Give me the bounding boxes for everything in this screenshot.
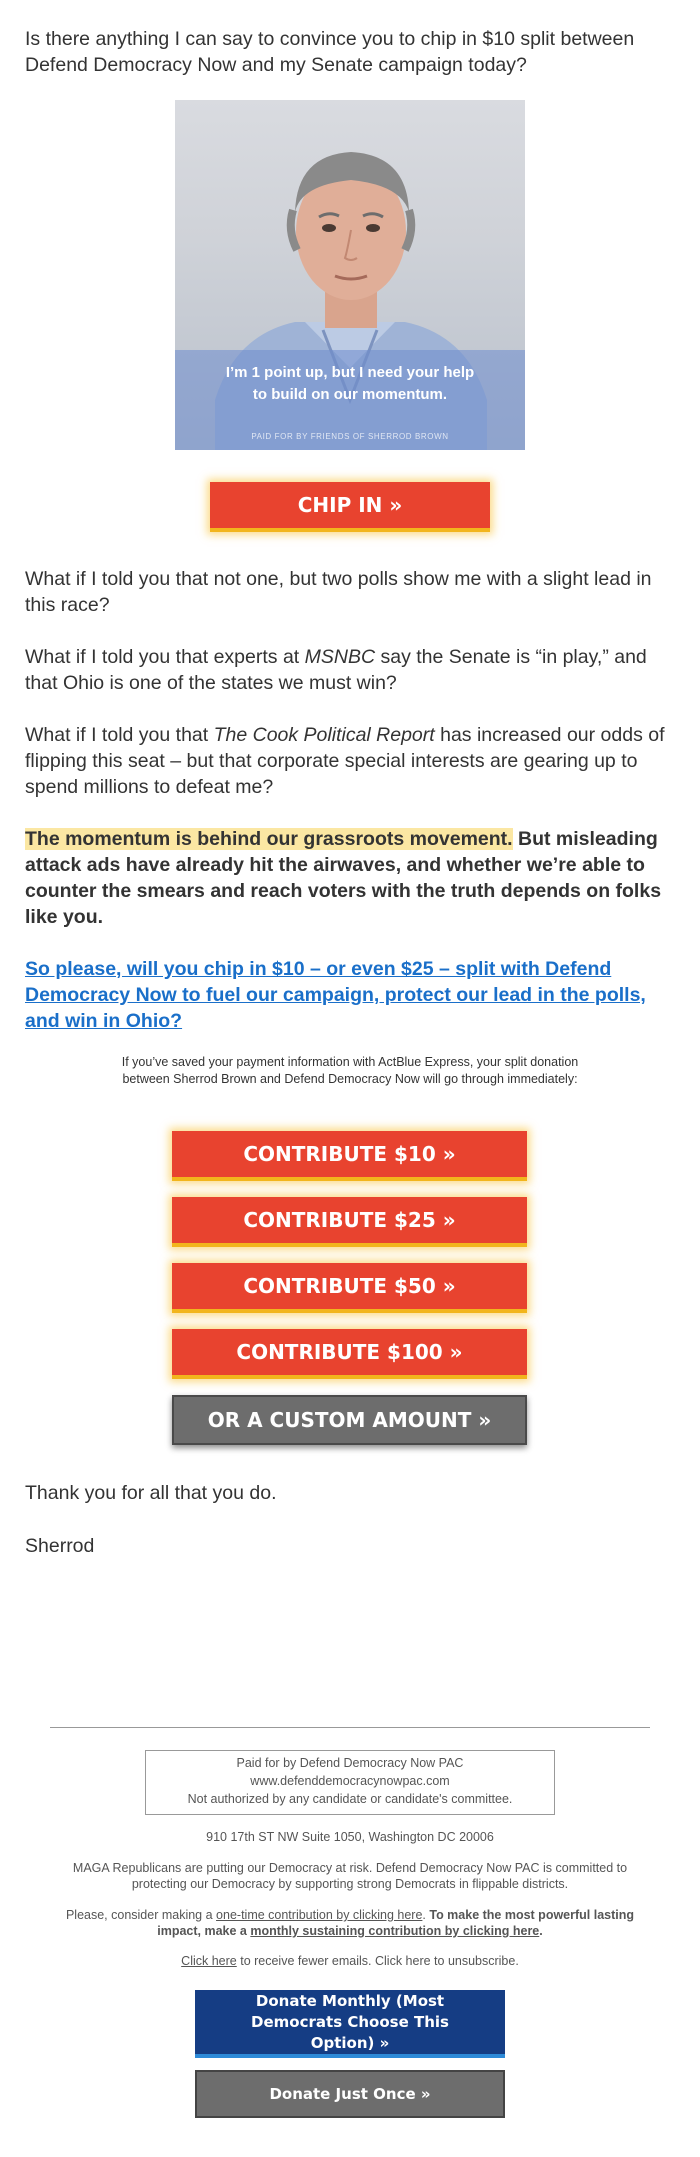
custom-amount-button[interactable]: OR A CUSTOM AMOUNT »	[172, 1395, 527, 1445]
mission-text: MAGA Republicans are putting our Democracy at risk. Defend Democracy Now PAC is committed to protecting our Democracy by supporting strong Democrats in flippable districts.	[72, 1861, 628, 1891]
paragraph-momentum	[25, 826, 675, 930]
donation-ask-link[interactable]: So please, will you chip in $10 – or even $25 – split with Defend Democracy Now to fuel our campaign, protect our lead in the polls, and win in Ohio?	[25, 958, 646, 1032]
powerful-impact-text: To make the most powerful lasting impact, make a	[157, 1908, 635, 1938]
contribute-100-button[interactable]: CONTRIBUTE $100 »	[172, 1329, 527, 1379]
one-time-contribution-link[interactable]: one-time contribution by clicking here	[216, 1908, 423, 1922]
paragraph-polls: What if I told you that not one, but two polls show me with a slight lead in this race?	[25, 568, 652, 616]
paragraph-cook-before: What if I told you that	[25, 724, 214, 746]
photo-caption-line-2: to build on our momentum.	[252, 386, 448, 403]
paid-for-text: Paid for by Defend Democracy Now PAC	[236, 1756, 464, 1770]
paragraph-cook-after: has increased our odds of flipping this seat – but that corporate special interests are gearing up to spend millions to defeat me?	[25, 724, 665, 798]
disclaimer-box	[145, 1750, 555, 1815]
monthly-contribution-link[interactable]: monthly sustaining contribution by clicking here	[250, 1924, 540, 1938]
paragraph-msnbc-after: say the Senate is “in play,” and that Ohio is one of the states we must win?	[25, 646, 647, 694]
consider-text	[55, 1907, 645, 1939]
momentum-highlight: The momentum is behind our grassroots movement.	[25, 828, 513, 850]
consider-period: .	[539, 1924, 543, 1938]
momentum-rest: But misleading attack ads have already hit the airwaves, and whether we’re able to counter the smears and reach voters with the truth depends on folks like you.	[25, 828, 662, 928]
consider-mid: .	[422, 1908, 430, 1922]
photo-caption-line-1: I’m 1 point up, but I need your help	[225, 364, 475, 381]
candidate-photo[interactable]	[175, 100, 525, 450]
actblue-express-note: If you’ve saved your payment information with ActBlue Express, your split donation between Sherrod Brown and Defend Democracy Now will go through immediately:	[121, 1055, 579, 1086]
email-prefs-text	[50, 1953, 650, 1969]
footer-divider	[50, 1727, 650, 1728]
paragraph-msnbc	[25, 644, 675, 696]
paragraph-cook-italic: The Cook Political Report	[213, 724, 435, 746]
intro-text: Is there anything I can say to convince you to chip in $10 split between Defend Democracy Now and my Senate campaign today?	[25, 28, 635, 76]
donate-once-button[interactable]: Donate Just Once »	[195, 2070, 505, 2118]
paragraph-msnbc-before: What if I told you that experts at	[25, 646, 305, 668]
photo-credit: PAID FOR BY FRIENDS OF SHERROD BROWN	[251, 432, 449, 441]
fewer-emails-link[interactable]: Click here	[181, 1954, 237, 1968]
thank-you-text: Thank you for all that you do.	[25, 1482, 277, 1504]
not-authorized-text: Not authorized by any candidate or candidate's committee.	[187, 1792, 513, 1806]
contribute-25-button[interactable]: CONTRIBUTE $25 »	[172, 1197, 527, 1247]
donate-monthly-button[interactable]: Donate Monthly (Most Democrats Choose This Option) »	[195, 1990, 505, 2058]
contribute-10-button[interactable]: CONTRIBUTE $10 »	[172, 1131, 527, 1181]
consider-prefix: Please, consider making a	[65, 1908, 217, 1922]
contribute-50-button[interactable]: CONTRIBUTE $50 »	[172, 1263, 527, 1313]
address-text: 910 17th ST NW Suite 1050, Washington DC 20006	[206, 1830, 494, 1844]
fewer-emails-text: to receive fewer emails. Click here to unsubscribe.	[236, 1954, 519, 1968]
website-text: www.defenddemocracynowpac.com	[250, 1774, 450, 1788]
paragraph-cook	[25, 722, 675, 800]
chip-in-button[interactable]: CHIP IN »	[210, 482, 490, 532]
paragraph-msnbc-italic: MSNBC	[304, 646, 376, 668]
photo-caption	[195, 362, 505, 406]
signature: Sherrod	[25, 1535, 95, 1557]
